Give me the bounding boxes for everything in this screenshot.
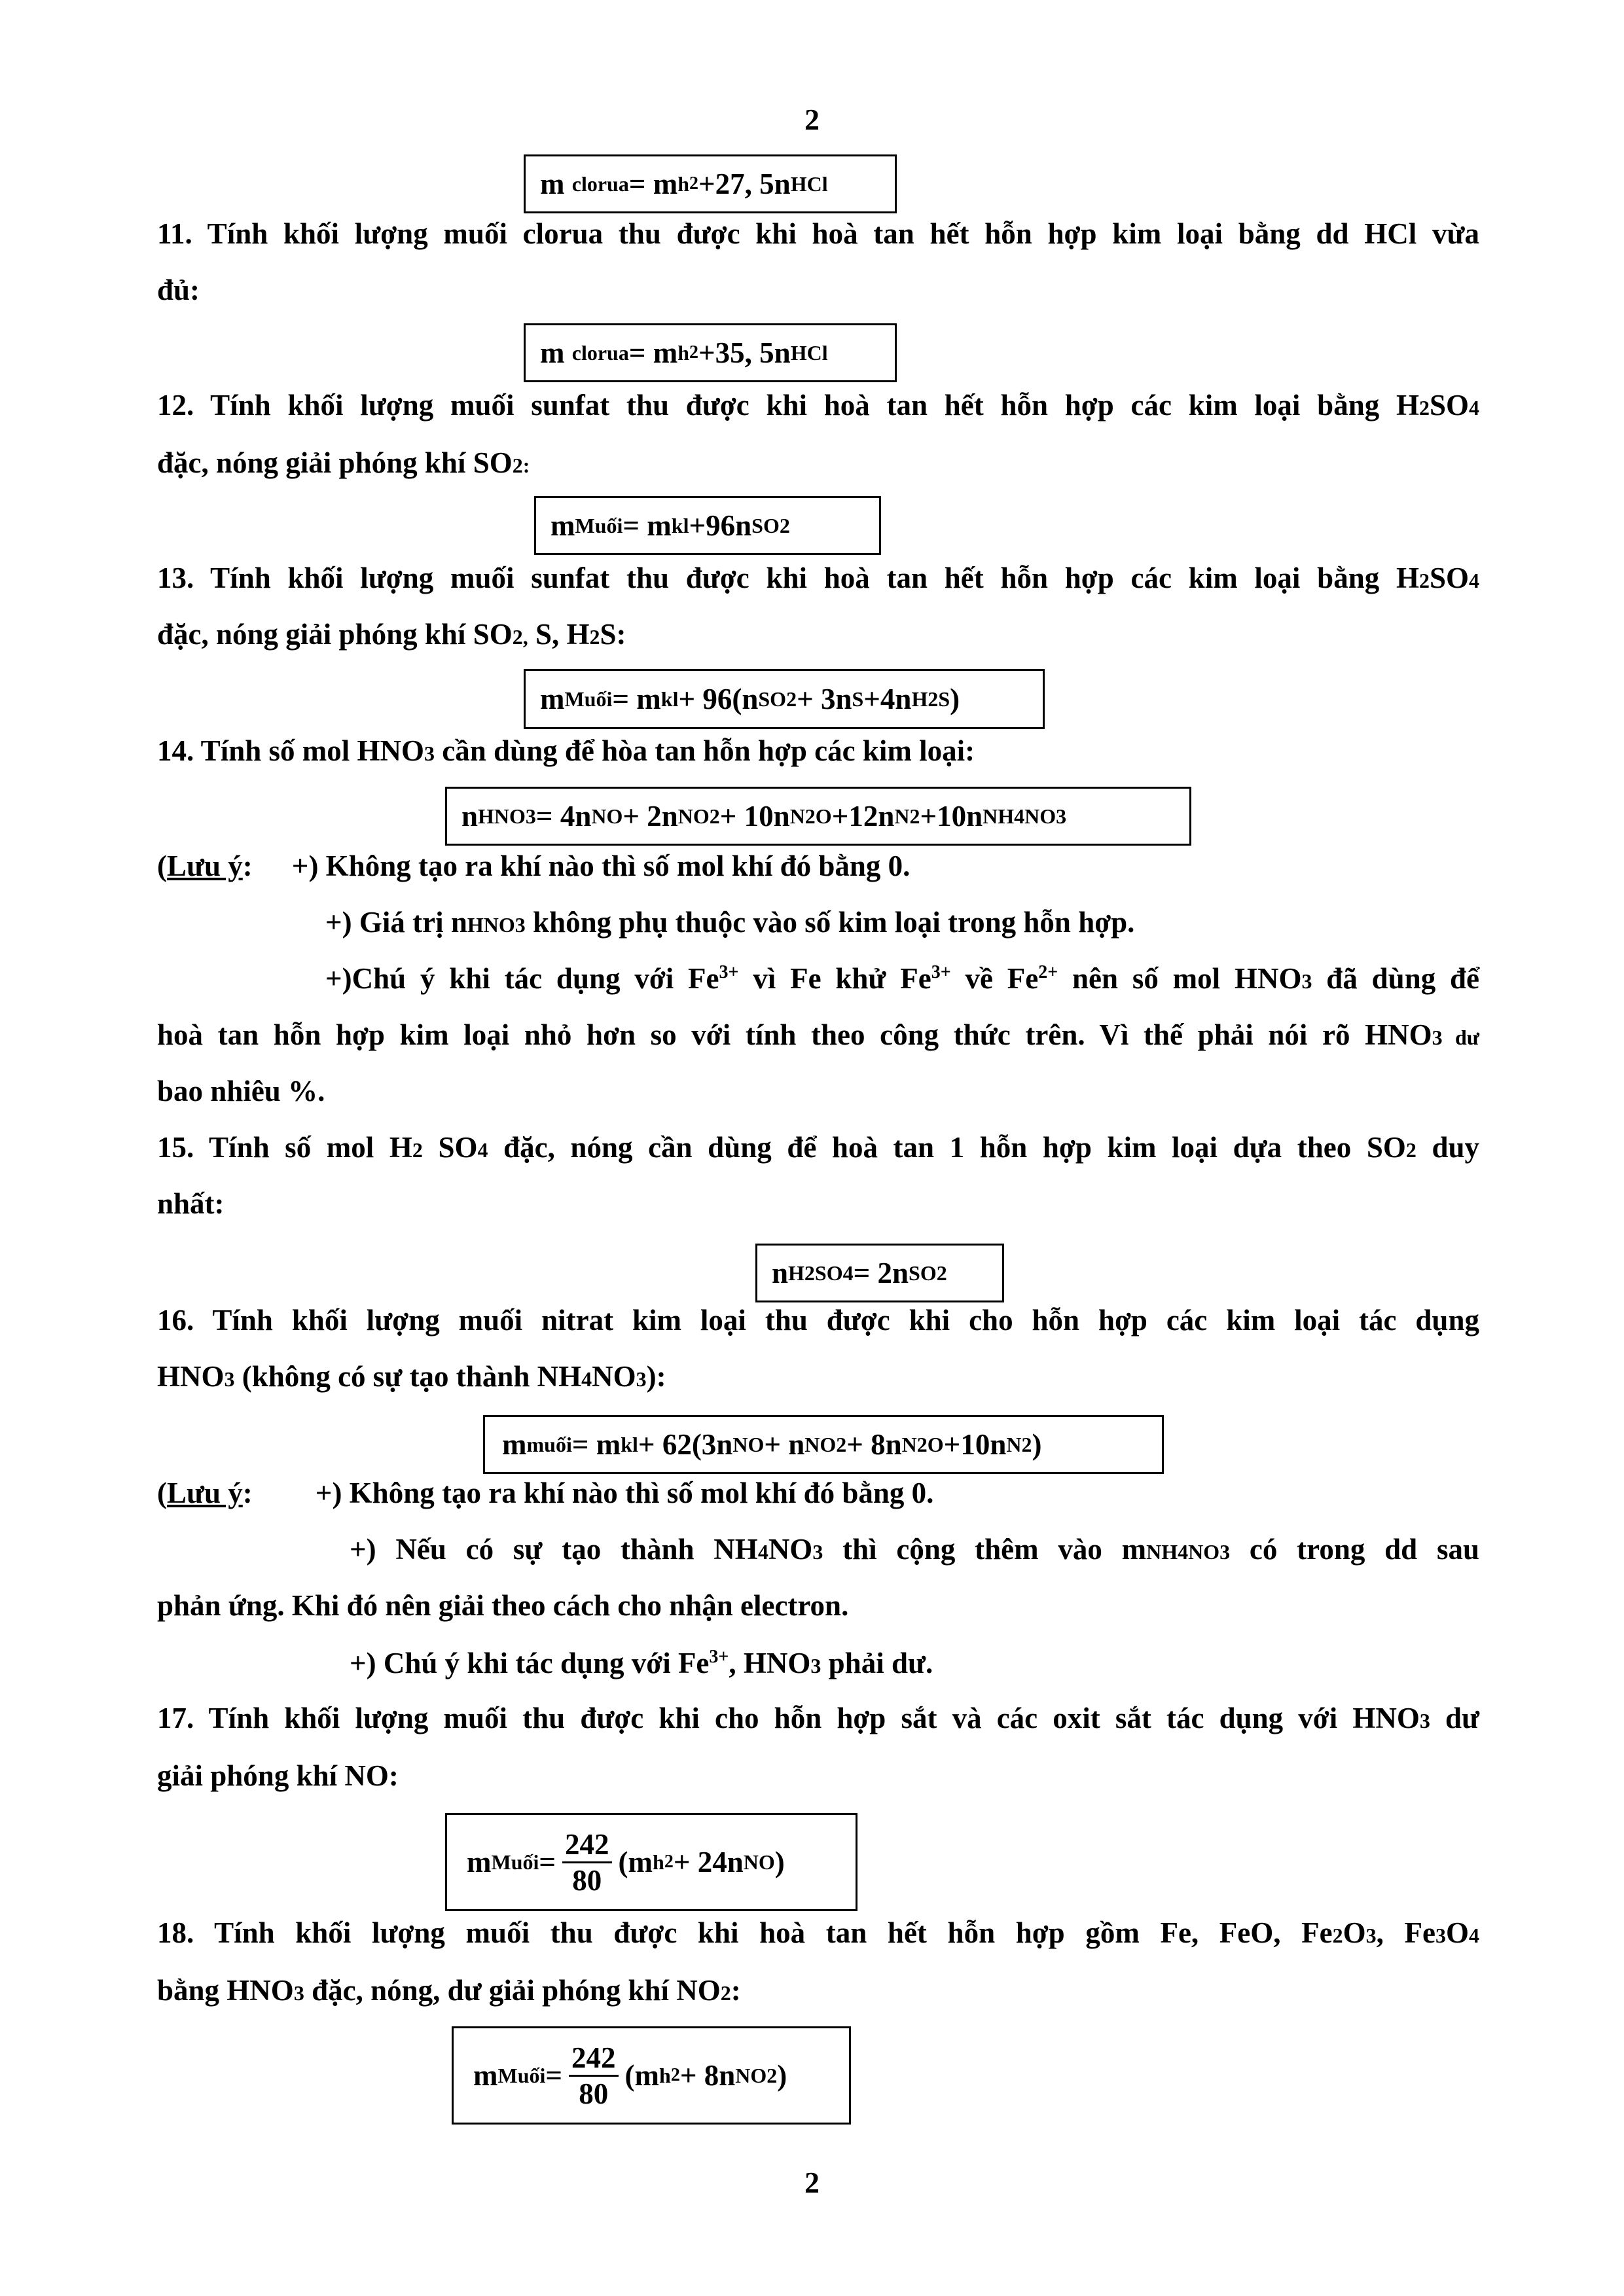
note-14-line-5: bao nhiêu %.: [157, 1075, 325, 1107]
note-sub: NH4NO3: [1146, 1540, 1231, 1564]
formula-box-sulfate-so2: [534, 496, 881, 555]
formula-sub: HCl: [790, 171, 828, 196]
item-sub: 3: [1365, 1924, 1377, 1947]
item-sub: 4: [1469, 1924, 1480, 1947]
note-14-line-3: [325, 961, 1479, 996]
item-sub: 4: [477, 1138, 488, 1162]
formula-text: + 24n: [673, 1846, 744, 1878]
formula-box-chloride-27: m clorua = m h 2 +27, 5n HCl: [524, 154, 897, 213]
formula-sub: HNO3: [478, 804, 536, 828]
formula-box-h2so4-moles: [755, 1244, 1004, 1302]
item-11-line-1: 11. Tính khối lượng muối clorua thu được khi hoà tan hết hỗn hợp kim loại bằng dd HCl vừa: [157, 217, 1479, 250]
item-text: (không có sự tạo thành NH: [234, 1360, 582, 1393]
note-sup: 3+: [709, 1647, 729, 1667]
item-sub: 2: [720, 1981, 731, 2005]
item-text: O: [1446, 1916, 1470, 1949]
formula-sub: Muối: [564, 687, 613, 711]
item-13-line-1: [157, 560, 1479, 596]
formula-sub: SO2: [758, 687, 797, 711]
item-text: đặc, nóng cần dùng để hoà tan 1 hỗn hợp kim loại dựa theo SO: [488, 1131, 1406, 1164]
formula-text: + n: [764, 1428, 805, 1461]
formula-text: =: [539, 1846, 556, 1878]
formula-text: m: [467, 1846, 492, 1878]
formula-sub: N2O: [789, 804, 832, 828]
item-sub: 2: [412, 1138, 423, 1162]
formula-text: + 8n: [846, 1428, 902, 1461]
formula-text: m: [550, 509, 575, 542]
note-text: NO: [768, 1533, 813, 1566]
item-sub: 3: [424, 742, 435, 765]
formula-box-chloride-35: m clorua = m h 2 +35, 5n HCl: [524, 323, 897, 382]
item-sub: 4: [1469, 396, 1479, 420]
item-text: dư: [1430, 1702, 1479, 1734]
item-text: duy: [1416, 1131, 1480, 1164]
note-sub: 3 dư: [1432, 1026, 1480, 1049]
formula-sub: h: [659, 2063, 671, 2087]
note-text: +) Không tạo ra khí nào thì số mol khí đó bằng 0.: [315, 1477, 934, 1509]
note-sub: 3: [810, 1654, 821, 1677]
formula-sub: NO2: [735, 2063, 778, 2087]
item-text: 15. Tính số mol H: [157, 1131, 412, 1164]
formula-sub: SO2: [751, 513, 790, 537]
note-14-line-1: [157, 848, 1479, 884]
item-sub: 4: [1469, 569, 1479, 592]
item-sub: 3: [293, 1981, 304, 2005]
note-text: :: [242, 850, 253, 882]
note-16-line-1: [157, 1475, 1479, 1511]
fraction-numerator: 242: [569, 2041, 619, 2077]
note-text: , HNO: [729, 1647, 811, 1679]
fraction-numerator: 242: [562, 1827, 612, 1863]
formula-text: = m: [628, 168, 678, 200]
note-text: +) Giá trị n: [325, 906, 467, 939]
item-17-line-2: giải phóng khí NO:: [157, 1759, 399, 1792]
item-text: :: [731, 1974, 741, 2007]
formula-text: (m: [618, 1846, 653, 1878]
item-13-line-2: [157, 617, 1479, 652]
item-text: NO: [592, 1360, 636, 1393]
formula-text: m: [540, 336, 565, 369]
item-15-line-1: [157, 1130, 1479, 1165]
formula-text: +4n: [863, 683, 912, 715]
item-text: ):: [646, 1360, 666, 1393]
formula-text: m: [473, 2059, 498, 2092]
formula-text: ): [774, 1846, 785, 1878]
note-text: đã dùng để: [1312, 962, 1480, 995]
formula-sub: NO2: [677, 804, 720, 828]
note-text: (: [157, 850, 167, 882]
item-18-line-1: [157, 1915, 1479, 1950]
item-sub: 2: [1332, 1924, 1343, 1947]
note-14-line-4: [157, 1017, 1479, 1052]
item-sub: 3: [636, 1367, 647, 1391]
item-text: SO: [422, 1131, 478, 1164]
formula-sub: clorua: [571, 340, 629, 365]
item-16-line-2: [157, 1359, 1479, 1394]
formula-sub: SO2: [909, 1261, 947, 1285]
formula-sub: h: [653, 1850, 664, 1874]
item-sub: 4: [581, 1367, 592, 1391]
note-16-line-3: phản ứng. Khi đó nên giải theo cách cho nhận electron.: [157, 1589, 849, 1622]
formula-text: n: [461, 800, 478, 833]
item-text: S, H: [528, 618, 590, 651]
formula-text: + 62(3n: [638, 1428, 733, 1461]
formula-sub: NO: [591, 804, 623, 828]
formula-text: (m: [624, 2059, 660, 2092]
note-text: :: [242, 1477, 253, 1509]
formula-sub: H2SO4: [788, 1261, 854, 1285]
formula-sub: Muối: [575, 513, 623, 537]
formula-sub: muối: [526, 1432, 572, 1456]
formula-sub: S: [852, 687, 864, 711]
note-text: vì Fe khử Fe: [738, 962, 931, 995]
item-sub: 2: [1418, 569, 1430, 592]
formula-text: +12n: [831, 800, 895, 833]
formula-sub: h: [677, 340, 690, 365]
note-text: về Fe: [950, 962, 1039, 995]
formula-text: +27, 5n: [698, 168, 791, 200]
formula-sub: kl: [621, 1432, 638, 1456]
note-text: (: [157, 1477, 167, 1509]
formula-text: + 96(n: [678, 683, 759, 715]
item-sub: 3: [224, 1367, 235, 1391]
formula-sub: kl: [671, 513, 689, 537]
item-sub: 2: [589, 625, 600, 649]
item-14-line: [157, 733, 1479, 768]
item-text: 18. Tính khối lượng muối thu được khi hoà tan hết hỗn hợp gồm Fe, FeO, Fe: [157, 1916, 1333, 1949]
item-text: cần dùng để hòa tan hỗn hợp các kim loại:: [435, 734, 975, 767]
formula-text: ): [1032, 1428, 1042, 1461]
formula-sub: Muối: [497, 2063, 546, 2087]
note-16-line-4: [350, 1645, 1624, 1681]
page-number-bottom: 2: [804, 2166, 820, 2199]
item-text: đặc, nóng, dư giải phóng khí NO: [304, 1974, 721, 2007]
formula-sub: N2O: [901, 1432, 944, 1456]
note-label: Lưu ý: [167, 1477, 243, 1509]
formula-text: ): [950, 683, 960, 715]
note-text: +)Chú ý khi tác dụng với Fe: [325, 962, 719, 995]
formula-text: = m: [623, 509, 672, 542]
formula-text: n: [772, 1257, 789, 1289]
note-label: Lưu ý: [167, 850, 243, 882]
formula-text: = m: [628, 336, 678, 369]
page-number-top: 2: [804, 103, 820, 136]
formula-sub: kl: [660, 687, 679, 711]
formula-text: + 3n: [797, 683, 852, 715]
fraction-denominator: 80: [572, 1863, 602, 1897]
formula-sub: HCl: [790, 340, 828, 365]
formula-sub: N2: [894, 804, 920, 828]
note-sup: 3+: [719, 962, 739, 982]
formula-sub: clorua: [571, 171, 629, 196]
formula-text: +10n: [943, 1428, 1007, 1461]
item-sub: 2: [1418, 396, 1430, 420]
note-16-line-2: [350, 1532, 1479, 1567]
note-sup: 2+: [1038, 962, 1058, 982]
formula-text: ): [777, 2059, 787, 2092]
item-text: S:: [600, 618, 626, 651]
note-sub: 3: [812, 1540, 823, 1564]
formula-box-hno3-moles: [445, 787, 1191, 846]
note-text: +) Nếu có sự tạo thành NH: [350, 1533, 758, 1566]
formula-text: = 2n: [853, 1257, 909, 1289]
formula-text: =: [545, 2059, 563, 2092]
fraction-242-80: [569, 2041, 619, 2111]
note-text: +) Không tạo ra khí nào thì số mol khí đó bằng 0.: [291, 850, 911, 882]
note-text: có trong dd sau: [1230, 1533, 1479, 1566]
formula-sub: Muối: [491, 1850, 539, 1874]
formula-sub: h: [677, 171, 690, 196]
formula-sub: NO2: [804, 1432, 847, 1456]
item-text: SO: [1429, 389, 1469, 422]
formula-sub: NO: [732, 1432, 765, 1456]
note-14-line-2: [325, 905, 1624, 940]
formula-text: m: [540, 168, 565, 200]
item-text: 17. Tính khối lượng muối thu được khi cho hỗn hợp sắt và các oxit sắt tác dụng với HNO: [157, 1702, 1420, 1734]
item-sub: 3: [1419, 1709, 1430, 1732]
item-18-line-2: [157, 1973, 1479, 2008]
note-text: hoà tan hỗn hợp kim loại nhỏ hơn so với tính theo công thức trên. Vì thế phải nói rõ HNO: [157, 1018, 1432, 1051]
item-sub: 3: [1435, 1924, 1446, 1947]
formula-text: = m: [612, 683, 661, 715]
item-16-line-1: 16. Tính khối lượng muối nitrat kim loại thu được khi cho hỗn hợp các kim loại tác dụng: [157, 1304, 1479, 1336]
note-text: thì cộng thêm vào m: [823, 1533, 1147, 1566]
item-12-line-2: [157, 445, 1479, 480]
item-text: đặc, nóng giải phóng khí SO: [157, 446, 513, 479]
formula-box-nitrate-salt: [483, 1415, 1164, 1474]
formula-text: +35, 5n: [698, 336, 791, 369]
formula-box-sulfate-mixed: [524, 669, 1045, 729]
item-text: bằng HNO: [157, 1974, 294, 2007]
note-sub: HNO3: [467, 913, 526, 937]
item-11-line-2: đủ:: [157, 274, 200, 306]
item-17-line-1: [157, 1700, 1479, 1736]
note-text: phải dư.: [821, 1647, 933, 1679]
formula-text: +10n: [920, 800, 983, 833]
formula-text: + 2n: [623, 800, 678, 833]
item-15-line-2: nhất:: [157, 1187, 225, 1220]
note-text: +) Chú ý khi tác dụng với Fe: [350, 1647, 710, 1679]
item-12-line-1: [157, 387, 1479, 423]
formula-text: +96n: [689, 509, 752, 542]
item-text: , Fe: [1376, 1916, 1435, 1949]
note-text: nên số mol HNO: [1058, 962, 1302, 995]
note-sub: 3: [1301, 969, 1312, 993]
formula-sub: H2S: [911, 687, 950, 711]
formula-box-iron-oxide-no: m Muối = $\frac{242}{80}$ (m h 2 + 24n NO ): [445, 1813, 857, 1911]
formula-text: + 8n: [679, 2059, 736, 2092]
note-text: không phụ thuộc vào số kim loại trong hỗn hợp.: [525, 906, 1135, 939]
formula-text: = m: [571, 1428, 621, 1461]
formula-text: = 4n: [535, 800, 592, 833]
formula-text: + 10n: [719, 800, 790, 833]
fraction-denominator: 80: [579, 2077, 609, 2110]
item-sub: 2: [1405, 1138, 1416, 1162]
formula-text: m: [540, 683, 565, 715]
formula-box-iron-oxide-no2: m Muối = $\frac{242}{80}$ (m h 2 + 8n NO2 ): [452, 2026, 851, 2125]
item-text: đặc, nóng giải phóng khí SO: [157, 618, 513, 651]
fraction-242-80: [562, 1827, 612, 1897]
item-text: 12. Tính khối lượng muối sunfat thu được khi hoà tan hết hỗn hợp các kim loại bằng H: [157, 389, 1419, 422]
item-sub: 2,: [512, 625, 528, 649]
item-text: 14. Tính số mol HNO: [157, 734, 425, 767]
note-sub: 4: [757, 1540, 768, 1564]
item-sub: 2:: [512, 454, 530, 477]
formula-sub: NO: [743, 1850, 775, 1874]
formula-sub: NH4NO3: [983, 804, 1067, 828]
formula-text: m: [502, 1428, 527, 1461]
item-text: SO: [1429, 562, 1469, 594]
item-text: O: [1343, 1916, 1366, 1949]
note-sup: 3+: [931, 962, 951, 982]
item-text: HNO: [157, 1360, 225, 1393]
formula-sub: N2: [1006, 1432, 1032, 1456]
item-text: 13. Tính khối lượng muối sunfat thu được khi hoà tan hết hỗn hợp các kim loại bằng H: [157, 562, 1419, 594]
